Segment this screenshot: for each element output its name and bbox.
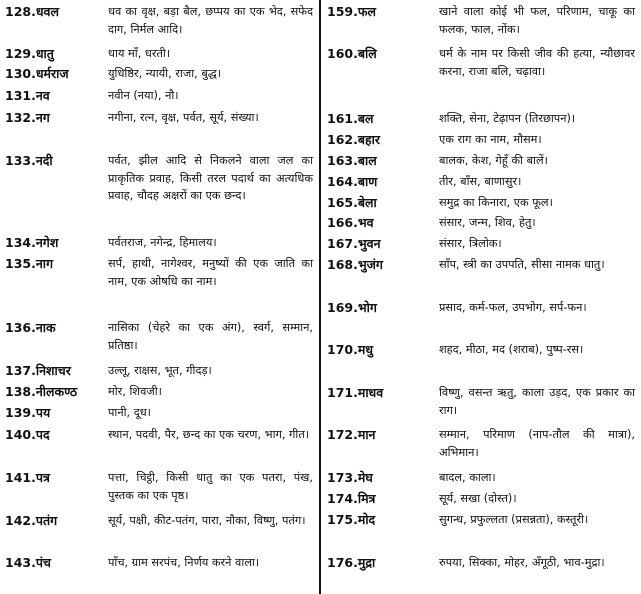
entry-term: 141.पत्र [5, 470, 50, 485]
entry-term: 138.नीलकण्ठ [5, 384, 78, 399]
entry-meaning: स्थान, पदवी, पैर, छन्द का एक चरण, भाग, गीत। [108, 428, 310, 441]
entry-meaning: उल्लू, राक्षस, भूत, गीदड़। [108, 364, 212, 377]
entry-meaning: मोर, शिवजी। [108, 385, 162, 398]
entry-term: 168.भुजंग [327, 257, 383, 272]
left-column [0, 0, 320, 594]
entry-meaning: नवीन (नया), नौ। [108, 89, 179, 102]
entry-meaning: पत्ता, चिट्ठी, किसी धातु का एक पतरा, पंख, पुस्तक का एक पृष्ठ। [108, 471, 313, 502]
entry-meaning: धाय माँ, धरती। [108, 47, 171, 60]
entry-term: 162.बहार [327, 132, 380, 147]
entry-term: 165.बेला [327, 195, 377, 210]
right-column [321, 0, 641, 594]
entry-meaning: धर्म के नाम पर किसी जीव की हत्या, न्यौछावर करना, राजा बलि, चढ़ावा। [439, 47, 635, 78]
entry-meaning: प्रसाद, कर्म-फल, उपभोग, सर्प-फन। [439, 301, 587, 314]
entry-meaning: खाने वाला कोई भी फल, परिणाम, चाकू का फलक, फाल, नोंक। [439, 5, 635, 36]
entry-term: 171.माधव [327, 385, 384, 400]
entry-term: 140.पद [5, 427, 50, 442]
entry-meaning: पर्वतराज, नगेन्द्र, हिमालय। [108, 236, 217, 249]
entry-term: 170.मधु [327, 342, 374, 357]
entry-meaning: बादल, काला। [439, 471, 496, 484]
entry-meaning: साँप, स्त्री का उपपति, सीसा नामक धातु। [439, 258, 605, 271]
entry-term: 175.मोद [327, 512, 376, 527]
entry-term: 173.मेघ [327, 470, 373, 485]
entry-term: 130.धर्मराज [5, 66, 69, 81]
entry-term: 131.नव [5, 88, 50, 103]
entry-term: 129.धातु [5, 46, 54, 61]
entry-term: 161.बल [327, 111, 374, 126]
entry-meaning: रुपया, सिक्का, मोहर, अँगूठी, भाव-मुद्रा। [439, 556, 605, 569]
entry-term: 167.भुवन [327, 236, 381, 251]
entry-term: 137.निशाचर [5, 363, 71, 378]
entry-meaning: पानी, दूध। [108, 406, 151, 419]
entry-term: 139.पय [5, 405, 51, 420]
entry-term: 132.नग [5, 110, 50, 125]
entry-term: 135.नाग [5, 256, 54, 271]
entry-meaning: विष्णु, वसन्त ऋतु, काला उड़द, एक प्रकार का राग। [439, 386, 635, 417]
entry-meaning: समुद्र का किनारा, एक फूल। [439, 196, 553, 209]
entry-meaning: संसार, त्रिलोक। [439, 237, 502, 250]
entry-term: 134.नगेश [5, 235, 59, 250]
entry-meaning: सम्मान, परिमाण (नाप-तौल की मात्रा), अभिमान। [439, 428, 635, 459]
entry-meaning: एक राग का नाम, मौसम। [439, 133, 542, 146]
entry-meaning: धव का वृक्ष, बड़ा बैल, छप्पय का एक भेद, सफेद दाग, निर्मल आदि। [108, 5, 313, 36]
entry-term: 172.मान [327, 427, 376, 442]
entry-meaning: सर्प, हाथी, नागेश्वर, मनुष्यों की एक जाति का नाम, एक ओषधि का नाम। [108, 257, 313, 288]
entry-term: 160.बलि [327, 46, 377, 61]
entry-term: 142.पतंग [5, 513, 58, 528]
entry-term: 169.भोग [327, 300, 377, 315]
entry-meaning: तीर, बाँस, बाणासुर। [439, 175, 522, 188]
entry-term: 128.धवल [5, 4, 59, 19]
entry-meaning: युधिष्ठिर, न्यायी, राजा, बुद्ध। [108, 67, 222, 80]
entry-term: 166.भव [327, 215, 374, 230]
entry-term: 174.मित्र [327, 491, 376, 506]
entry-meaning: नासिका (चेहरे का एक अंग), स्वर्ग, सम्मान, प्रतिष्ठा। [108, 321, 313, 352]
entry-term: 176.मुद्रा [327, 555, 376, 570]
entry-meaning: संसार, जन्म, शिव, हेतु। [439, 216, 536, 229]
entry-term: 143.पंच [5, 555, 51, 570]
entry-meaning: शहद, मीठा, मद (शराब), पुष्प-रस। [439, 343, 584, 356]
entry-meaning: बालक, केश, गेहूँ की बालें। [439, 154, 548, 167]
entry-term: 133.नदी [5, 153, 53, 168]
entry-meaning: सुगन्ध, प्रफुल्लता (प्रसन्नता), कस्तूरी। [439, 513, 589, 526]
entry-term: 159.फल [327, 4, 376, 19]
entry-meaning: सूर्य, सखा (दोस्त)। [439, 492, 517, 505]
entry-meaning: पाँच, ग्राम सरपंच, निर्णय करने वाला। [108, 556, 260, 569]
entry-meaning: शक्ति, सेना, टेढ़ापन (तिरछापन)। [439, 112, 576, 125]
entry-meaning: सूर्य, पक्षी, कीट-पतंग, पारा, नौका, विष्णु, पतंग। [108, 514, 306, 527]
entry-term: 136.नाक [5, 320, 56, 335]
entry-term: 164.बाण [327, 174, 378, 189]
entry-term: 163.बाल [327, 153, 377, 168]
entry-meaning: नगीना, रत्न, वृक्ष, पर्वत, सूर्य, संख्या। [108, 111, 259, 124]
entry-meaning: पर्वत, झील आदि से निकलने वाला जल का प्राकृतिक प्रवाह, किसी तरल पदार्थ का अत्यधिक प्रवाह, चौदह अक्षरों का एक छन्द। [108, 154, 313, 203]
